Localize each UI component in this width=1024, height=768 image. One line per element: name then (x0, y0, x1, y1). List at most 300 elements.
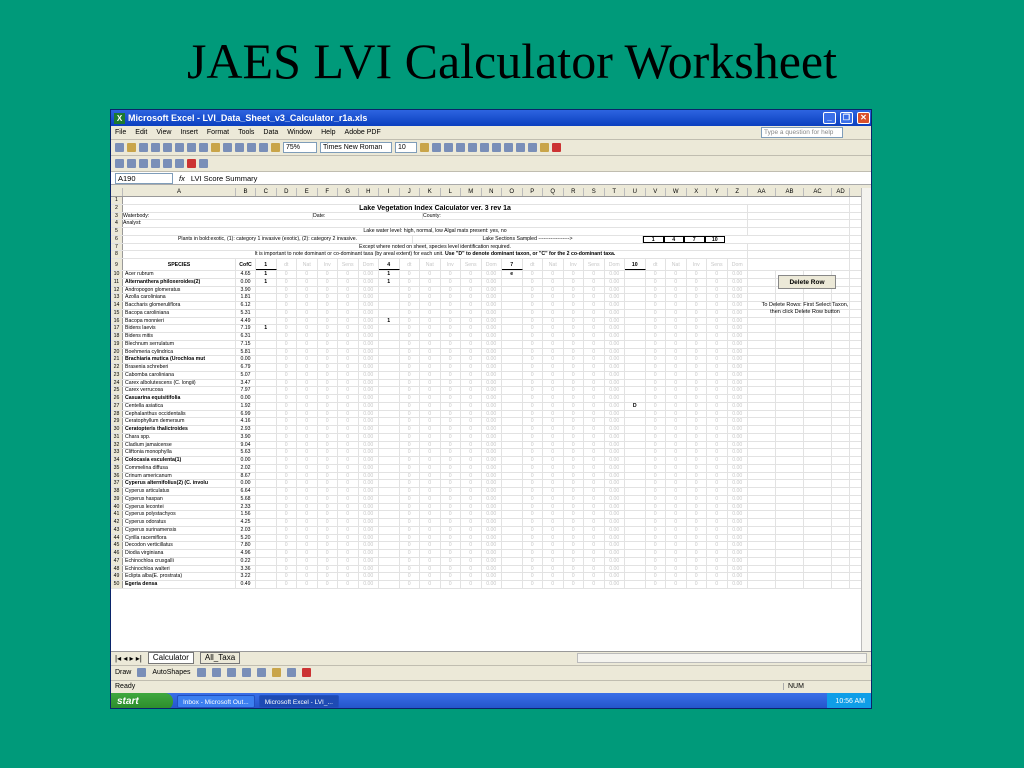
unit-entry-cell[interactable] (502, 573, 523, 580)
unit-entry-cell[interactable] (256, 535, 277, 542)
column-header[interactable]: O (502, 188, 523, 196)
cofc-cell[interactable]: 4.65 (236, 271, 256, 278)
cofc-cell[interactable]: 1.81 (236, 294, 256, 301)
cell[interactable] (776, 535, 804, 542)
cofc-cell[interactable]: 0.00 (236, 356, 256, 363)
cell[interactable] (804, 550, 832, 557)
unit-entry-cell[interactable] (256, 372, 277, 379)
table-row[interactable] (111, 566, 872, 574)
cell[interactable] (748, 372, 776, 379)
bold-icon[interactable] (420, 143, 429, 152)
cell[interactable] (804, 341, 832, 348)
species-cell[interactable]: Bacopa caroliniana (123, 310, 236, 317)
row-number[interactable]: 24 (111, 380, 123, 387)
cell[interactable] (804, 387, 832, 394)
unit-entry-cell[interactable]: 1 (379, 271, 400, 278)
cell[interactable] (832, 442, 850, 449)
unit-entry-cell[interactable] (256, 496, 277, 503)
unit-entry-cell[interactable] (256, 442, 277, 449)
align-right-icon[interactable] (480, 143, 489, 152)
preview-icon[interactable] (163, 143, 172, 152)
cell[interactable] (804, 527, 832, 534)
cell[interactable] (776, 364, 804, 371)
unit-entry-cell[interactable] (379, 356, 400, 363)
table-row[interactable] (111, 271, 872, 279)
table-row[interactable] (111, 349, 872, 357)
unit-entry-cell[interactable] (625, 325, 646, 332)
cell[interactable] (748, 271, 776, 278)
row-number[interactable]: 4 (111, 220, 123, 227)
unit-entry-cell[interactable]: 1 (256, 325, 277, 332)
unit-entry-cell[interactable]: 1 (379, 279, 400, 286)
form-tool-icon[interactable] (163, 159, 172, 168)
cell[interactable] (748, 542, 776, 549)
unit-entry-cell[interactable] (379, 411, 400, 418)
fill-color-icon[interactable] (540, 143, 549, 152)
cut-icon[interactable] (187, 143, 196, 152)
row-number[interactable]: 18 (111, 333, 123, 340)
name-box[interactable]: A190 (115, 173, 173, 184)
unit-entry-cell[interactable] (256, 364, 277, 371)
unit-entry-cell[interactable] (379, 558, 400, 565)
species-cell[interactable]: Centella asiatica (123, 403, 236, 410)
cell[interactable] (748, 457, 776, 464)
unit-entry-cell[interactable] (256, 356, 277, 363)
cell[interactable] (804, 519, 832, 526)
cell[interactable] (748, 333, 776, 340)
row-number[interactable]: 31 (111, 434, 123, 441)
unit-entry-cell[interactable] (256, 434, 277, 441)
unit-entry-cell[interactable] (625, 550, 646, 557)
cell[interactable] (748, 465, 776, 472)
unit-entry-cell[interactable] (625, 434, 646, 441)
species-cell[interactable]: Ceratophyllum demersum (123, 418, 236, 425)
cell[interactable] (748, 287, 776, 294)
species-cell[interactable]: Eclipta alba(E. prostrata) (123, 573, 236, 580)
unit-entry-cell[interactable] (502, 325, 523, 332)
table-row[interactable] (111, 356, 872, 364)
cell[interactable] (748, 380, 776, 387)
cell[interactable] (748, 395, 776, 402)
row-number[interactable]: 3 (111, 213, 123, 220)
column-header[interactable]: V (646, 188, 667, 196)
spreadsheet-grid[interactable] (111, 188, 872, 651)
menu-item-adobe-pdf[interactable]: Adobe PDF (344, 129, 381, 136)
cell[interactable] (776, 511, 804, 518)
row-number[interactable]: 43 (111, 527, 123, 534)
sum-icon[interactable] (247, 143, 256, 152)
unit-entry-cell[interactable] (502, 356, 523, 363)
tab-calculator[interactable]: Calculator (148, 652, 194, 664)
table-row[interactable] (111, 457, 872, 465)
unit-entry-cell[interactable] (625, 318, 646, 325)
cofc-cell[interactable]: 7.19 (236, 325, 256, 332)
species-cell[interactable]: Cyrilla racemiflora (123, 535, 236, 542)
unit-entry-cell[interactable] (625, 535, 646, 542)
row-number[interactable]: 44 (111, 535, 123, 542)
unit-entry-cell[interactable] (256, 411, 277, 418)
unit-entry-cell[interactable] (379, 387, 400, 394)
cell[interactable] (804, 372, 832, 379)
form-tool-icon[interactable] (139, 159, 148, 168)
row-number[interactable]: 9 (111, 259, 123, 270)
unit-entry-cell[interactable] (502, 333, 523, 340)
unit-entry-cell[interactable] (379, 442, 400, 449)
start-button[interactable]: start (111, 693, 173, 709)
unit-entry-cell[interactable] (625, 457, 646, 464)
autoshapes-menu[interactable]: AutoShapes (152, 669, 191, 676)
unit-entry-cell[interactable]: 1 (256, 271, 277, 278)
unit-entry-cell[interactable] (502, 372, 523, 379)
unit-entry-cell[interactable] (502, 418, 523, 425)
font-select[interactable]: Times New Roman (320, 142, 392, 153)
cell[interactable] (832, 581, 850, 588)
cell[interactable] (804, 411, 832, 418)
unit-entry-cell[interactable] (502, 387, 523, 394)
unit-entry-cell[interactable] (625, 581, 646, 588)
cell[interactable] (776, 457, 804, 464)
unit-entry-cell[interactable] (625, 496, 646, 503)
unit-entry-cell[interactable] (379, 519, 400, 526)
cell[interactable] (832, 411, 850, 418)
unit-entry-cell[interactable] (625, 473, 646, 480)
unit-entry-cell[interactable] (502, 294, 523, 301)
cell[interactable] (804, 581, 832, 588)
line-icon[interactable] (197, 668, 206, 677)
cell[interactable] (748, 535, 776, 542)
column-header[interactable]: AC (804, 188, 832, 196)
menu-item-insert[interactable]: Insert (180, 129, 198, 136)
cell[interactable] (832, 542, 850, 549)
cell[interactable] (832, 380, 850, 387)
cell[interactable] (748, 426, 776, 433)
unit-entry-cell[interactable] (379, 535, 400, 542)
cell[interactable] (776, 434, 804, 441)
cell[interactable] (804, 403, 832, 410)
unit-entry-cell[interactable] (379, 527, 400, 534)
close-button[interactable]: ✕ (857, 112, 870, 124)
unit-entry-cell[interactable] (502, 519, 523, 526)
menu-item-window[interactable]: Window (287, 129, 313, 136)
cell[interactable] (748, 449, 776, 456)
unit-entry-cell[interactable] (502, 504, 523, 511)
cofc-cell[interactable]: 5.81 (236, 349, 256, 356)
unit-entry-cell[interactable] (379, 511, 400, 518)
species-cell[interactable]: Echinochloa walteri (123, 566, 236, 573)
unit-entry-cell[interactable] (625, 349, 646, 356)
cell[interactable] (748, 325, 776, 332)
row-number[interactable]: 17 (111, 325, 123, 332)
species-cell[interactable]: Crinum americanum (123, 473, 236, 480)
table-row[interactable] (111, 511, 872, 519)
lake-water-level[interactable]: Lake water level: high, normal, low Algal mats present: yes, no (123, 228, 748, 235)
unit-entry-cell[interactable] (379, 294, 400, 301)
table-row[interactable] (111, 527, 872, 535)
cell[interactable] (804, 333, 832, 340)
row-number[interactable]: 15 (111, 310, 123, 317)
unit-entry-cell[interactable] (379, 566, 400, 573)
unit-entry-cell[interactable] (625, 411, 646, 418)
unit-entry-cell[interactable] (256, 403, 277, 410)
cell[interactable] (776, 403, 804, 410)
row-number[interactable]: 7 (111, 244, 123, 251)
unit-entry-cell[interactable] (502, 442, 523, 449)
unit-entry-cell[interactable] (379, 581, 400, 588)
tab-all-taxa[interactable]: All_Taxa (200, 652, 240, 664)
unit-entry-cell[interactable] (625, 442, 646, 449)
cell[interactable] (776, 449, 804, 456)
menu-item-data[interactable]: Data (263, 129, 279, 136)
table-row[interactable] (111, 496, 872, 504)
cell[interactable] (748, 480, 776, 487)
unit-entry-cell[interactable] (502, 457, 523, 464)
unit-entry-cell[interactable] (502, 310, 523, 317)
column-header[interactable]: AD (832, 188, 850, 196)
unit-entry-cell[interactable] (625, 395, 646, 402)
select-objects-icon[interactable] (137, 668, 146, 677)
cell[interactable] (832, 480, 850, 487)
row-number[interactable]: 1 (111, 197, 123, 204)
unit-entry-cell[interactable] (625, 279, 646, 286)
unit-entry-cell[interactable] (379, 403, 400, 410)
cell[interactable] (804, 558, 832, 565)
cell[interactable] (776, 395, 804, 402)
cofc-cell[interactable]: 4.49 (236, 318, 256, 325)
row-number[interactable]: 32 (111, 442, 123, 449)
cell[interactable] (804, 496, 832, 503)
cell[interactable] (776, 542, 804, 549)
cell[interactable] (748, 488, 776, 495)
unit-entry-cell[interactable] (502, 426, 523, 433)
cofc-cell[interactable]: 1.56 (236, 511, 256, 518)
cofc-cell[interactable]: 3.36 (236, 566, 256, 573)
species-cell[interactable]: Carex verrucosa (123, 387, 236, 394)
cell[interactable] (748, 550, 776, 557)
row-number[interactable]: 6 (111, 236, 123, 243)
species-cell[interactable]: Colocasia esculenta(1) (123, 457, 236, 464)
unit-entry-cell[interactable] (625, 271, 646, 278)
unit-entry-cell[interactable] (379, 325, 400, 332)
unit-entry-cell[interactable] (625, 573, 646, 580)
row-number[interactable]: 10 (111, 271, 123, 278)
cell[interactable] (748, 403, 776, 410)
cell[interactable] (832, 372, 850, 379)
unit-entry-cell[interactable] (256, 527, 277, 534)
cell[interactable] (832, 566, 850, 573)
table-row[interactable] (111, 387, 872, 395)
table-row[interactable] (111, 504, 872, 512)
unit-entry-cell[interactable] (625, 488, 646, 495)
unit-entry-cell[interactable] (625, 356, 646, 363)
unit-entry-cell[interactable] (625, 341, 646, 348)
unit-entry-cell[interactable] (502, 287, 523, 294)
column-header[interactable]: R (564, 188, 585, 196)
unit-entry-cell[interactable] (379, 542, 400, 549)
column-header[interactable]: K (420, 188, 441, 196)
cell[interactable] (776, 318, 804, 325)
unit-entry-cell[interactable] (379, 449, 400, 456)
cofc-cell[interactable]: 3.22 (236, 573, 256, 580)
unit-entry-cell[interactable] (379, 550, 400, 557)
row-number[interactable]: 39 (111, 496, 123, 503)
cell[interactable] (832, 573, 850, 580)
unit-entry-cell[interactable] (256, 550, 277, 557)
cell[interactable] (804, 457, 832, 464)
unit-entry-cell[interactable] (256, 511, 277, 518)
cell[interactable] (804, 535, 832, 542)
cell[interactable] (748, 228, 850, 235)
row-number[interactable]: 27 (111, 403, 123, 410)
waterbody-label[interactable]: Waterbody: (123, 213, 313, 220)
percent-icon[interactable] (516, 143, 525, 152)
unit-entry-cell[interactable] (256, 457, 277, 464)
species-cell[interactable]: Azolla caroliniana (123, 294, 236, 301)
column-header[interactable]: T (605, 188, 626, 196)
cell[interactable] (804, 349, 832, 356)
cell[interactable] (776, 341, 804, 348)
row-number[interactable]: 50 (111, 581, 123, 588)
unit-entry-cell[interactable] (256, 302, 277, 309)
menu-item-edit[interactable]: Edit (135, 129, 148, 136)
fill-color-icon[interactable] (272, 668, 281, 677)
cell[interactable] (748, 244, 850, 251)
species-cell[interactable]: Andropogon glomeratus (123, 287, 236, 294)
cell[interactable] (748, 566, 776, 573)
unit-entry-cell[interactable] (256, 426, 277, 433)
species-cell[interactable]: Alternanthera philoxeroides(2) (123, 279, 236, 286)
table-row[interactable] (111, 535, 872, 543)
menu-item-file[interactable]: File (115, 129, 127, 136)
cell[interactable] (776, 294, 804, 301)
cell[interactable] (748, 205, 850, 212)
cofc-cell[interactable]: 0.49 (236, 581, 256, 588)
cell[interactable] (776, 356, 804, 363)
row-number[interactable]: 19 (111, 341, 123, 348)
cofc-cell[interactable]: 2.33 (236, 504, 256, 511)
cell[interactable] (748, 418, 776, 425)
column-header[interactable]: Y (707, 188, 728, 196)
cell[interactable] (832, 426, 850, 433)
cofc-cell[interactable]: 3.47 (236, 380, 256, 387)
unit-entry-cell[interactable] (625, 480, 646, 487)
cell[interactable] (832, 535, 850, 542)
cell[interactable] (832, 387, 850, 394)
italic-icon[interactable] (432, 143, 441, 152)
unit-entry-cell[interactable] (502, 542, 523, 549)
species-cell[interactable]: Cephalanthus occidentalis (123, 411, 236, 418)
column-header[interactable]: P (523, 188, 544, 196)
cofc-cell[interactable]: 7.97 (236, 387, 256, 394)
form-tool-icon[interactable] (127, 159, 136, 168)
column-header[interactable]: H (359, 188, 380, 196)
unit-entry-cell[interactable] (256, 333, 277, 340)
column-header[interactable]: S (584, 188, 605, 196)
cell[interactable] (776, 488, 804, 495)
rectangle-icon[interactable] (227, 668, 236, 677)
cell[interactable] (832, 364, 850, 371)
menu-item-view[interactable]: View (156, 129, 172, 136)
unit-entry-cell[interactable] (502, 380, 523, 387)
row-number[interactable]: 8 (111, 251, 123, 258)
row-number[interactable]: 37 (111, 480, 123, 487)
unit-entry-cell[interactable] (256, 387, 277, 394)
zoom-select[interactable]: 75% (283, 142, 317, 153)
cell[interactable] (748, 251, 850, 258)
species-cell[interactable]: Cabomba caroliniana (123, 372, 236, 379)
species-cell[interactable]: Bidens mitis (123, 333, 236, 340)
unit-entry-cell[interactable] (502, 581, 523, 588)
cell[interactable] (832, 457, 850, 464)
unit-entry-cell[interactable] (625, 364, 646, 371)
unit-entry-cell[interactable] (256, 542, 277, 549)
column-header[interactable]: Q (543, 188, 564, 196)
cofc-cell[interactable]: 7.80 (236, 542, 256, 549)
analyst-label[interactable]: Analyst: (123, 220, 748, 227)
font-size-select[interactable]: 10 (395, 142, 417, 153)
cell[interactable] (748, 356, 776, 363)
table-row[interactable] (111, 573, 872, 581)
unit-entry-cell[interactable] (625, 449, 646, 456)
unit-entry-cell[interactable] (625, 527, 646, 534)
table-row[interactable] (111, 380, 872, 388)
cell[interactable] (776, 418, 804, 425)
column-header[interactable]: F (318, 188, 339, 196)
cell[interactable] (748, 364, 776, 371)
unit-entry-cell[interactable] (625, 310, 646, 317)
species-cell[interactable]: Brachiaria mutica (Urochloa mut (123, 356, 236, 363)
unit-entry-cell[interactable] (256, 395, 277, 402)
unit-entry-cell[interactable] (256, 581, 277, 588)
align-center-icon[interactable] (468, 143, 477, 152)
draw-menu[interactable]: Draw (115, 669, 132, 676)
cell[interactable] (804, 465, 832, 472)
unit-entry-cell[interactable] (502, 349, 523, 356)
table-row[interactable] (111, 488, 872, 496)
column-header[interactable]: E (297, 188, 318, 196)
cell[interactable] (776, 550, 804, 557)
row-number[interactable]: 33 (111, 449, 123, 456)
species-cell[interactable]: Cyperus polystachyos (123, 511, 236, 518)
unit-entry-cell[interactable] (502, 511, 523, 518)
column-header[interactable]: C (256, 188, 277, 196)
font-color-icon[interactable] (552, 143, 561, 152)
unit-entry-cell[interactable] (625, 426, 646, 433)
copy-icon[interactable] (199, 143, 208, 152)
table-row[interactable] (111, 442, 872, 450)
unit-entry-cell[interactable] (256, 566, 277, 573)
cell[interactable] (832, 550, 850, 557)
table-row[interactable] (111, 473, 872, 481)
species-cell[interactable]: Brasenia schreberi (123, 364, 236, 371)
delete-row-button[interactable]: Delete Row (778, 275, 836, 289)
cell[interactable] (804, 294, 832, 301)
cell[interactable] (748, 558, 776, 565)
cell[interactable] (748, 387, 776, 394)
row-number[interactable]: 42 (111, 519, 123, 526)
column-header[interactable]: D (277, 188, 298, 196)
row-number[interactable]: 28 (111, 411, 123, 418)
cell[interactable] (832, 488, 850, 495)
unit-entry-cell[interactable] (502, 550, 523, 557)
unit-entry-cell[interactable] (256, 287, 277, 294)
unit-entry-cell[interactable] (379, 349, 400, 356)
minimize-button[interactable]: _ (823, 112, 836, 124)
species-cell[interactable]: Decodon verticillatus (123, 542, 236, 549)
cell[interactable] (748, 519, 776, 526)
row-number[interactable]: 38 (111, 488, 123, 495)
taskbar-item-outlook[interactable]: Inbox - Microsoft Out... (177, 695, 255, 708)
unit-entry-cell[interactable] (256, 341, 277, 348)
